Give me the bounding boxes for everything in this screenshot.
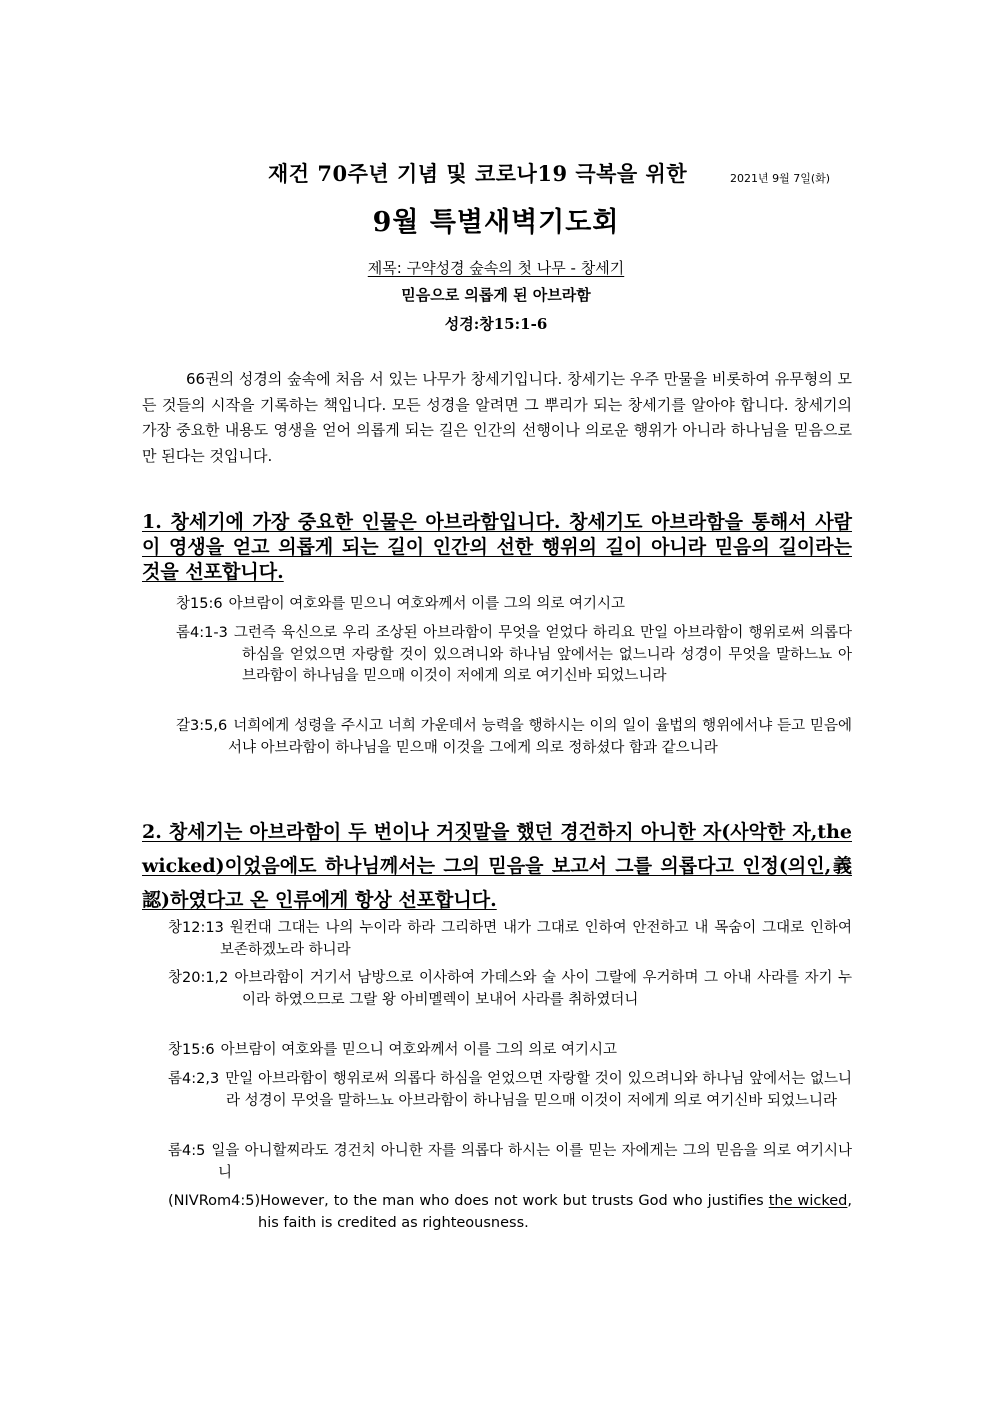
page-title: 9월 특별새벽기도회 [372, 207, 620, 238]
verse-text: 아브라함이 거기서 남방으로 이사하여 가데스와 술 사이 그랄에 우거하며 그 아내 사라를 자기 누이라 하였으므로 그랄 왕 아비멜렉이 보내어 사라를 취하였더니 [234, 970, 852, 1008]
header-date: 2021년 9월 7일(화) [730, 172, 831, 185]
verse-text: 원컨대 그대는 나의 누이라 하라 그리하면 내가 그대로 인하여 안전하고 내 목숨이 그대로 인하여 보존하겠노라 하니라 [220, 920, 852, 958]
header [0, 158, 992, 198]
verse-text: 아브람이 여호와를 믿으니 여호와께서 이를 그의 의로 여기시고 [228, 596, 626, 612]
verse-item [176, 594, 852, 616]
intro-paragraph: 66권의 성경의 숲속에 처음 서 있는 나무가 창세기입니다. 창세기는 우주 만물을 비롯하여 유무형의 모든 것들의 시작을 기록하는 책입니다. 모든 성경을 알려면 그 뿌리가 되는 창세기를 알아야 합니다. 창세기의 가장 중요한 내용도 영생을 얻어 의롭게 되는 길은 인간의 선행이나 의로운 행위가 아니라 하나님을 믿음으로만 된다는 것입니다. [142, 370, 852, 465]
section-1-heading: 1. 창세기에 가장 중요한 인물은 아브라함입니다. 창세기도 아브라함을 통해서 사람이 영생을 얻고 의롭게 되는 길이 인간의 선한 행위의 길이 아니라 믿음의 길이라는 것을 선포합니다. [142, 511, 852, 583]
verse-item [176, 716, 852, 759]
sermon-subject-text: 제목: 구약성경 숲속의 첫 나무 - 창세기 [367, 259, 625, 277]
scripture-reference: 성경:창15:1-6 [444, 315, 548, 333]
verse-ref: 창15:6 [168, 1042, 215, 1058]
section-2-heading: 2. 창세기는 아브라함이 두 번이나 거짓말을 했던 경건하지 아니한 자(사악한 자,the wicked)이었음에도 하나님께서는 그의 믿음을 보고서 그를 의롭다고 인정(의인,義認)하였다고 온 인류에게 항상 선포합니다. [142, 821, 852, 911]
verse-item [168, 968, 852, 1011]
verse-ref: 롬4:2,3 [168, 1071, 220, 1087]
verse-text: 만일 아브라함이 행위로써 의롭다 하심을 얻었으면 자랑할 것이 있으려니와 하나님 앞에서는 없느니라 성경이 무엇을 말하느뇨 아브라함이 하나님을 믿으매 이것이 저에게 의로 여기신바 되었느니라 [225, 1071, 852, 1109]
sermon-subtitle: 믿음으로 의롭게 된 아브라함 [401, 286, 591, 304]
verse-text: 일을 아니할찌라도 경건치 아니한 자를 의롭다 하시는 이를 믿는 자에게는 그의 믿음을 의로 여기시나니 [211, 1143, 852, 1181]
verse-text: 아브람이 여호와를 믿으니 여호와께서 이를 그의 의로 여기시고 [220, 1042, 618, 1058]
niv-ref: (NIVRom4:5) [168, 1193, 261, 1209]
verse-text: 그런즉 육신으로 우리 조상된 아브라함이 무엇을 얻었다 하리요 만일 아브라함이 행위로써 의롭다 하심을 얻었으면 자랑할 것이 있으려니와 하나님 앞에서는 없느니라 성경이 무엇을 말하느뇨 아브라함이 하나님을 믿으매 이것이 저에게 의로 여기신바 되었느니라 [233, 625, 852, 684]
niv-verse [168, 1191, 852, 1234]
verse-text: 너희에게 성령을 주시고 너희 가운데서 능력을 행하시는 이의 일이 율법의 행위에서냐 듣고 믿음에서냐 아브라함이 하나님을 믿으매 이것을 그에게 의로 정하셨다 함과 같으니라 [228, 718, 852, 756]
header-title: 재건 70주년 기념 및 코로나19 극복을 위한 [268, 161, 688, 186]
verse-ref: 창15:6 [176, 596, 223, 612]
verse-item [168, 1040, 852, 1062]
verse-item [168, 1069, 852, 1112]
niv-text-before: However, to the man who does not work but trusts God who justifies [260, 1193, 769, 1209]
niv-text-after: , his faith is credited as righteousness. [258, 1193, 852, 1231]
verse-ref: 롬4:1-3 [176, 625, 228, 641]
verse-item [176, 623, 852, 688]
verse-item [168, 918, 852, 961]
verse-item [168, 1141, 852, 1184]
sermon-subject [0, 257, 992, 278]
verse-ref: 롬4:5 [168, 1143, 206, 1159]
verse-ref: 갈3:5,6 [176, 718, 228, 734]
niv-text-underlined: the wicked [768, 1193, 848, 1209]
verse-ref: 창20:1,2 [168, 970, 229, 986]
verse-ref: 창12:13 [168, 920, 224, 936]
